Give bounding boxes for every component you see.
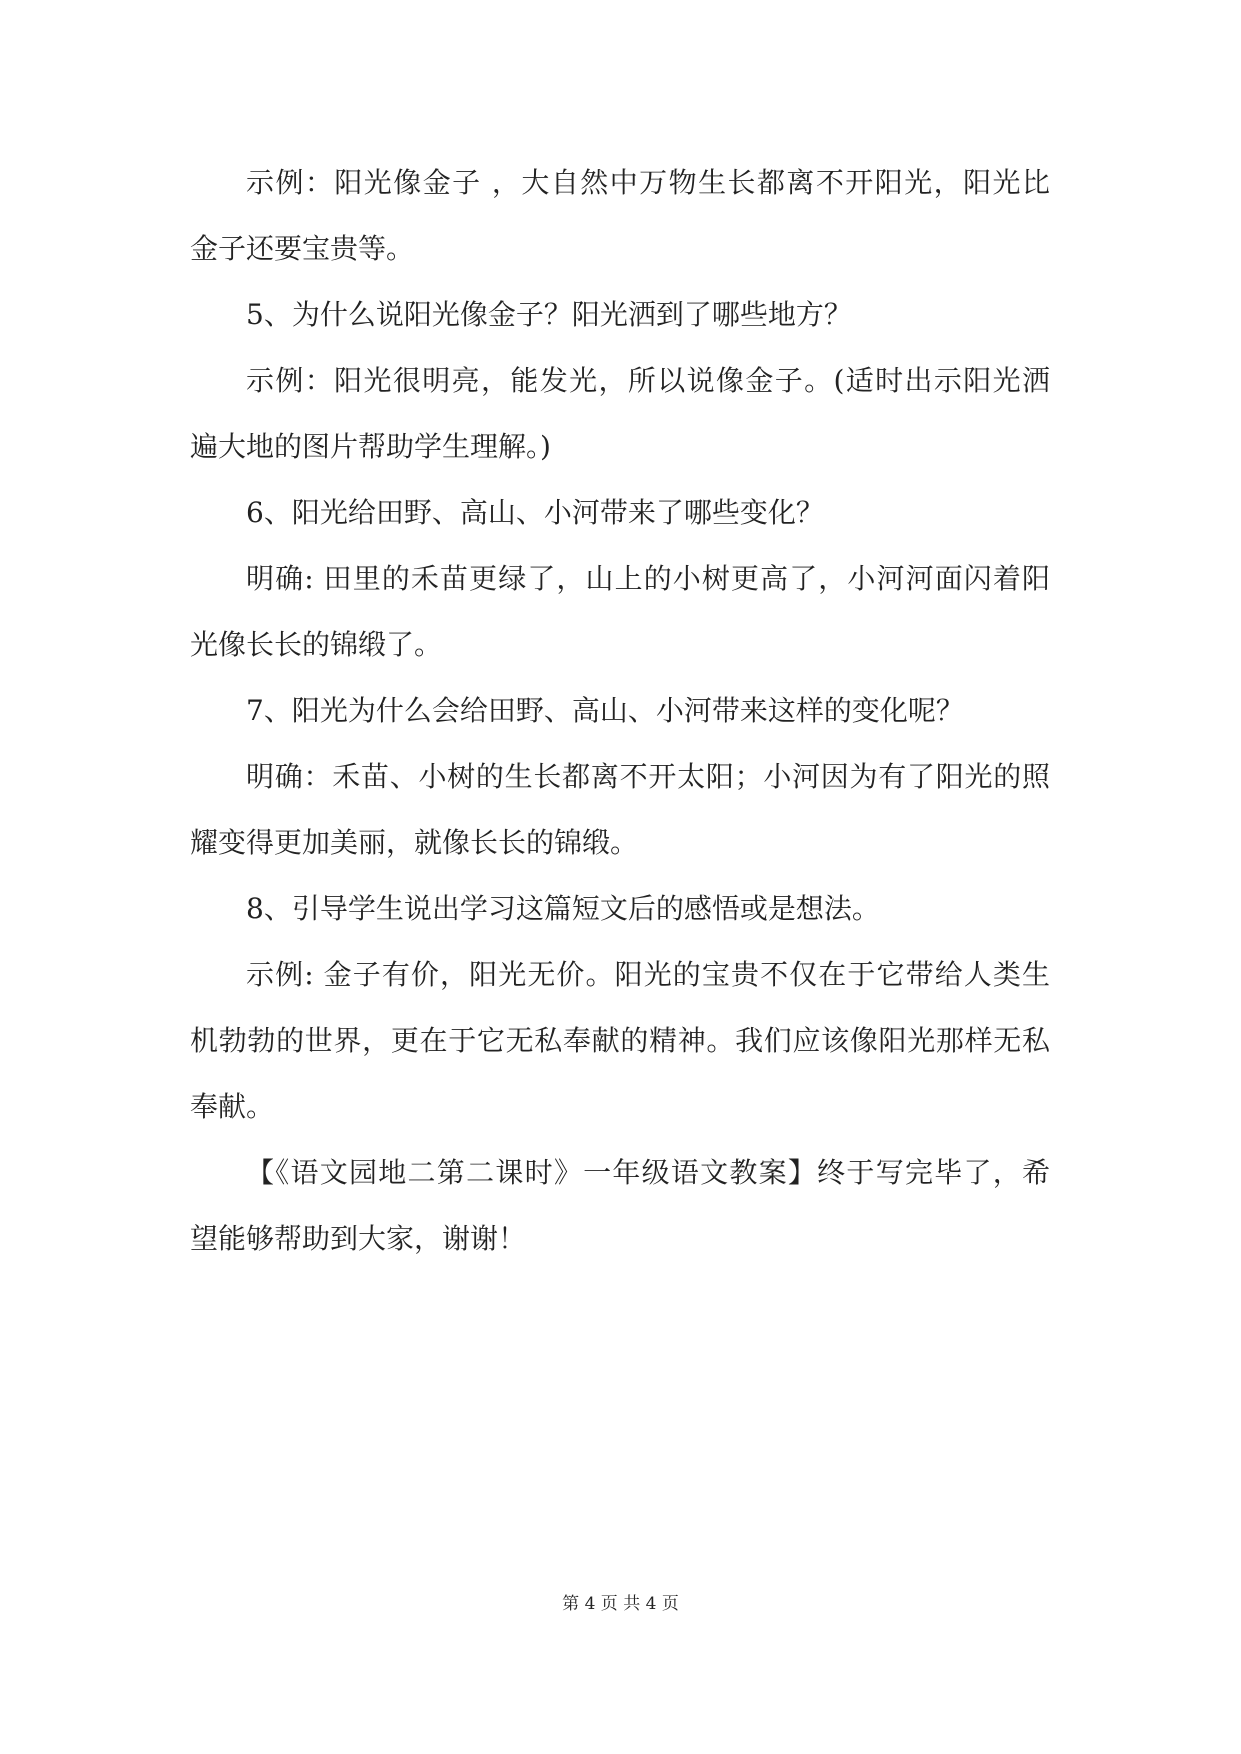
paragraph-question-8 — [190, 876, 1050, 942]
page-number-footer: 第 4 页 共 4 页 — [562, 1594, 679, 1614]
text-line: 金子还要宝贵等。 — [190, 232, 415, 265]
paragraph-question-6 — [190, 480, 1050, 546]
text-line: 遍大地的图片帮助学生理解。) — [190, 430, 551, 463]
text-line: 6、阳光给田野、高山、小河带来了哪些变化？ — [246, 496, 824, 529]
text-line: 机勃勃的世界，更在于它无私奉献的精神。我们应该像阳光那样无私 — [190, 1024, 1050, 1057]
text-line: 8、引导学生说出学习这篇短文后的感悟或是想法。 — [246, 892, 880, 925]
text-line: 5、为什么说阳光像金子？阳光洒到了哪些地方？ — [246, 298, 852, 331]
text-line: 示例：阳光像金子 ，大自然中万物生长都离不开阳光，阳光比 — [246, 166, 1050, 199]
paragraph-answer-6 — [190, 546, 1050, 678]
text-line: 示例：阳光很明亮，能发光，所以说像金子。(适时出示阳光洒 — [246, 364, 1050, 397]
paragraph-answer-7 — [190, 744, 1050, 876]
text-line: 奉献。 — [190, 1090, 275, 1123]
paragraph-question-7 — [190, 678, 1050, 744]
text-line: 耀变得更加美丽，就像长长的锦缎。 — [190, 826, 639, 859]
paragraph-example-value — [190, 942, 1050, 1140]
paragraph-example-gold — [190, 150, 1050, 282]
text-line: 光像长长的锦缎了。 — [190, 628, 443, 661]
document-body — [190, 150, 1050, 1272]
paragraph-example-bright — [190, 348, 1050, 480]
text-line: 示例: 金子有价，阳光无价。阳光的宝贵不仅在于它带给人类生 — [246, 958, 1050, 991]
text-line: 望能够帮助到大家，谢谢！ — [190, 1222, 527, 1255]
text-line: 明确: 田里的禾苗更绿了，山上的小树更高了，小河河面闪着阳 — [246, 562, 1050, 595]
text-line: 明确：禾苗、小树的生长都离不开太阳；小河因为有了阳光的照 — [246, 760, 1050, 793]
text-line: 【《语文园地二第二课时》一年级语文教案】终于写完毕了，希 — [246, 1156, 1050, 1189]
text-line: 7、阳光为什么会给田野、高山、小河带来这样的变化呢？ — [246, 694, 964, 727]
paragraph-question-5 — [190, 282, 1050, 348]
paragraph-closing — [190, 1140, 1050, 1272]
